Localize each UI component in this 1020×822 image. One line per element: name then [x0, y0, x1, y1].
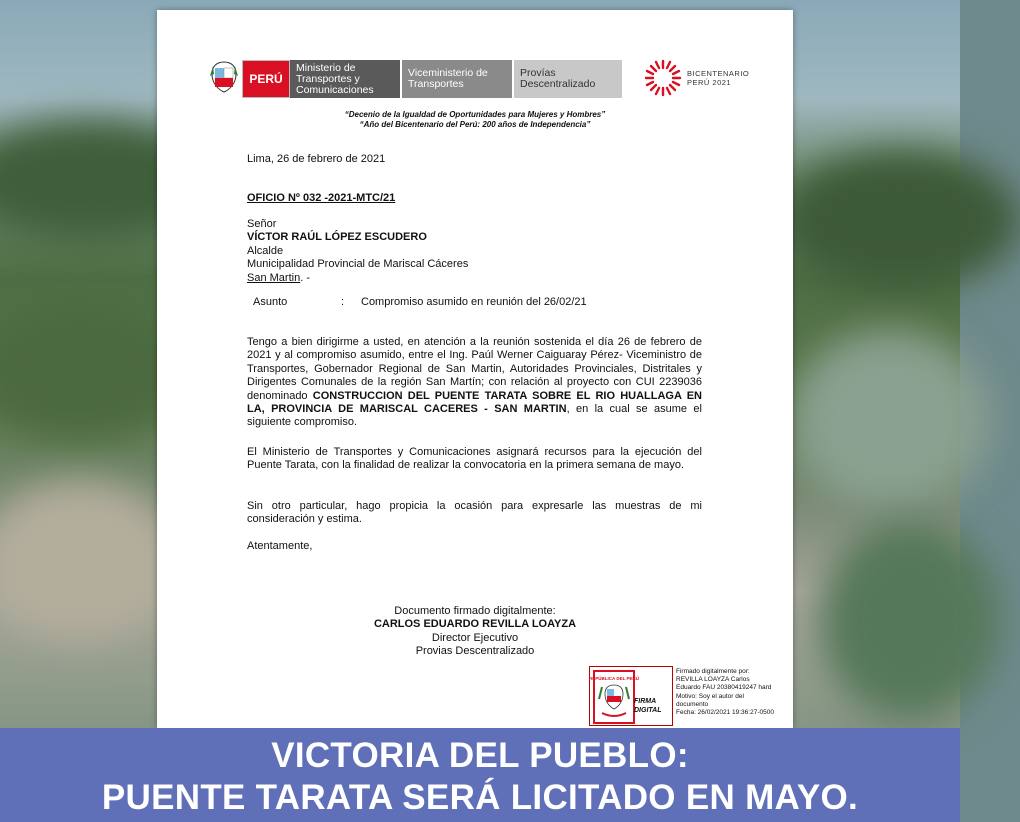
recipient-org: Municipalidad Provincial de Mariscal Cáceres: [247, 258, 469, 271]
recipient-salutation: Señor: [247, 218, 277, 230]
signature-info-line: REVILLA LOAYZA Carlos: [676, 676, 750, 684]
signature-info-line: Eduardo FAU 20380419247 hard: [676, 684, 772, 692]
peru-label: PERÚ: [242, 60, 290, 98]
recipient-place-line: [247, 272, 702, 285]
peru-seal-icon: [588, 669, 640, 725]
subject-line: [253, 296, 587, 308]
signature-block: [307, 605, 643, 659]
recipient-block: [247, 218, 702, 285]
signature-info-line: Motivo: Soy el autor del: [676, 692, 744, 700]
closing: Atentamente,: [247, 540, 313, 552]
signature-info-line: documento: [676, 700, 709, 708]
headline-line-1: VICTORIA DEL PUEBLO:: [271, 736, 689, 775]
paragraph-2: El Ministerio de Transportes y Comunicaciones asignará recursos para la ejecución del Puente Tarata, con la finalidad de realizar la convocatoria en la primera semana de mayo.: [247, 446, 702, 472]
headline-banner: [0, 728, 960, 822]
bicentenario-icon: [643, 58, 683, 98]
recipient-place: San Martin: [247, 271, 301, 284]
firma-digital-badge: FIRMA DIGITAL: [634, 698, 662, 714]
letterhead: [209, 60, 622, 98]
bicentenario-logo: [643, 58, 749, 98]
paragraph-3: Sin otro particular, hago propicia la ocasión para expresarle las muestras de mi consideración y estima.: [247, 500, 702, 526]
ministry-label: Ministerio de Transportes y Comunicaciones: [290, 60, 400, 98]
subject-separator: :: [341, 296, 345, 308]
signature-info-line: Fecha: 26/02/2021 19:36:27-0500: [676, 709, 774, 717]
signature-info: [676, 668, 792, 717]
headline-line-2: PUENTE TARATA SERÁ LICITADO EN MAYO.: [101, 778, 859, 817]
digital-signature-stamp: [589, 666, 673, 726]
paragraph-1: [247, 336, 702, 430]
subject-label: Asunto: [253, 296, 288, 308]
recipient-title: Alcalde: [247, 244, 284, 257]
subject-text: Compromiso asumido en reunión del 26/02/21: [361, 296, 587, 308]
decenio-line-1: “Decenio de la Igualdad de Oportunidades para Mujeres y Hombres”: [344, 110, 606, 119]
signer-name: CARLOS EDUARDO REVILLA LOAYZA: [373, 618, 577, 631]
signer-role: Director Ejecutivo: [431, 631, 519, 644]
bicentenario-label: BICENTENARIO: [687, 69, 750, 78]
coat-of-arms-icon: [209, 60, 239, 94]
place-date: Lima, 26 de febrero de 2021: [247, 153, 386, 165]
provias-label: Provías Descentralizado: [514, 60, 622, 98]
signer-org: Provias Descentralizado: [415, 645, 535, 658]
oficio-number: OFICIO Nº 032 -2021-MTC/21: [247, 192, 396, 204]
seal-text: REPÚBLICA DEL PERÚ: [588, 676, 640, 681]
recipient-name: VÍCTOR RAÚL LÓPEZ ESCUDERO: [247, 231, 427, 244]
paragraph-1-end: , en la cual se asume el siguiente compromiso.: [247, 403, 702, 429]
project-name: CONSTRUCCION DEL PUENTE TARATA SOBRE EL RIO HUALLAGA EN LA, PROVINCIA DE MARISCAL CACERES - SAN MARTIN: [247, 389, 702, 416]
bicentenario-sub-label: PERÚ 2021: [687, 78, 732, 87]
official-letter: [157, 10, 793, 728]
decenio-line-2: “Año del Bicentenario del Perú: 200 años de Independencia”: [359, 120, 591, 129]
paragraph-1-intro: Tengo a bien dirigirme a usted, en atención a la reunión sostenida el día 26 de febrero de 2021 y al compromiso asumido, entre el Ing. Paúl Werner Caiguaray Pérez- Viceministro de Transportes, Gobernador Regional de San Martin, Autoridades Provinciales, Distritales y Dirigentes Comunales de la región San Martín; con relación al proyecto con CUI 2239036 denominado: [247, 336, 702, 402]
signature-info-line: Firmado digitalmente por:: [676, 668, 750, 675]
viceministry-label: Viceministerio de Transportes: [402, 60, 512, 98]
signature-line-1: Documento firmado digitalmente:: [394, 605, 556, 617]
recipient-place-suffix: . -: [300, 271, 310, 284]
decenio-motto: [157, 110, 793, 130]
